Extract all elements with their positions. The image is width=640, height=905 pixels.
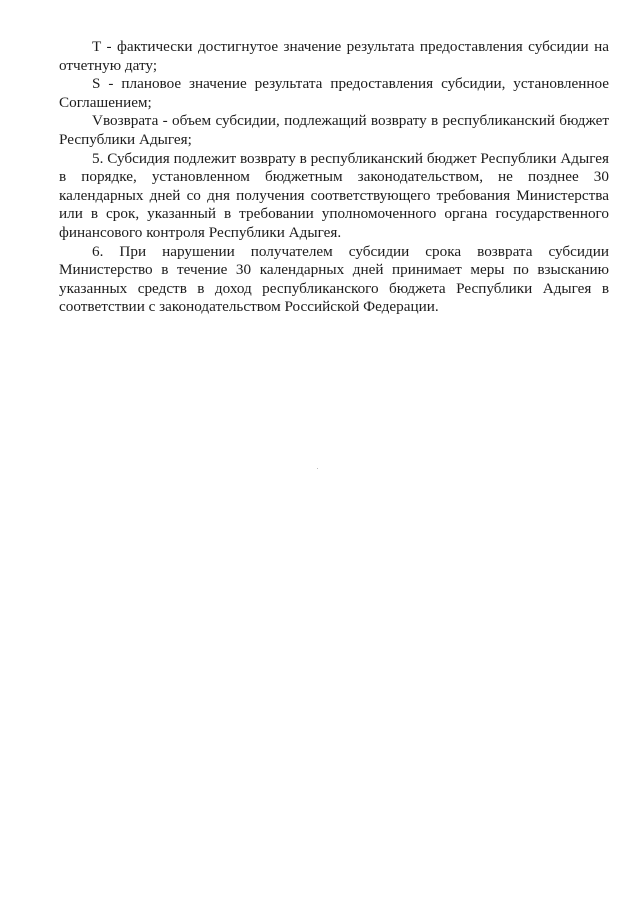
paragraph-item-5: 5. Субсидия подлежит возврату в республиканский бюджет Республики Адыгея в порядке, установленном бюджетным законодательством, не позднее 30 календарных дней со дня получения соответствующего требования Министерства или в срок, указанный в требовании уполномоченного органа государственного финансового контроля Республики Адыгея. bbox=[59, 149, 609, 241]
paragraph-t-definition: T - фактически достигнутое значение результата предоставления субсидии на отчетную дату; bbox=[59, 38, 609, 74]
paragraph-s-definition: S - плановое значение результата предоставления субсидии, установленное Соглашением; bbox=[59, 75, 609, 111]
paragraph-item-6: 6. При нарушении получателем субсидии срока возврата субсидии Министерство в течение 30 календарных дней принимает меры по взысканию указанных средств в доход республиканского бюджета Республики Адыгея в соответствии с законодательством Российской Федерации. bbox=[59, 242, 609, 316]
paragraph-v-definition: Vвозврата - объем субсидии, подлежащий возврату в республиканский бюджет Республики Адыгея; bbox=[59, 112, 609, 148]
document-body bbox=[59, 38, 609, 317]
scan-speck bbox=[317, 468, 318, 469]
